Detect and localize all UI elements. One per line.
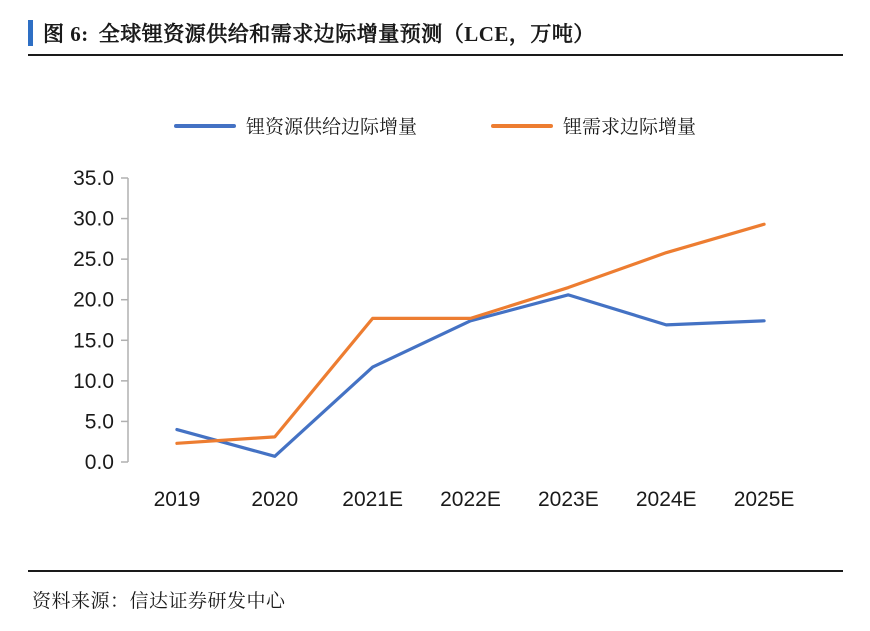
series-line-demand [177, 224, 764, 443]
chart-legend [0, 112, 870, 139]
legend-label-demand: 锂需求边际增量 [563, 117, 697, 138]
y-axis-tick-label: 0.0 [84, 451, 114, 474]
footer-divider [28, 570, 843, 572]
chart-plot-area [28, 160, 843, 550]
legend-swatch-demand-icon [491, 124, 553, 128]
x-axis-tick-label: 2021E [342, 488, 404, 511]
title-accent-bar [28, 20, 33, 46]
y-axis-tick-label: 25.0 [73, 248, 114, 272]
y-axis-tick-label: 15.0 [73, 329, 114, 353]
page-title: 全球锂资源供给和需求边际增量预测（LCE，万吨） [98, 22, 595, 46]
x-axis-tick-label: 2020 [251, 488, 299, 511]
figure-number: 图 6: [43, 22, 89, 46]
legend-item-demand [491, 112, 696, 139]
y-axis-tick-label: 30.0 [73, 207, 114, 231]
line-chart [28, 160, 843, 550]
y-axis-tick-label: 10.0 [73, 369, 114, 393]
x-axis-tick-label: 2019 [153, 488, 201, 511]
figure-title-block [28, 18, 788, 48]
y-axis-tick-label: 5.0 [84, 410, 114, 434]
legend-item-supply [174, 112, 417, 139]
x-axis-tick-label: 2025E [733, 488, 795, 511]
x-axis-tick-label: 2023E [537, 488, 599, 511]
legend-label-supply: 锂资源供给边际增量 [245, 117, 417, 138]
y-axis-tick-label: 20.0 [73, 288, 114, 312]
legend-swatch-supply-icon [174, 124, 236, 128]
y-axis-tick-label: 35.0 [73, 167, 114, 190]
source-note: 资料来源：信达证券研发中心 [32, 591, 286, 612]
title-divider [28, 54, 843, 56]
x-axis-tick-label: 2022E [440, 488, 501, 511]
x-axis-tick-label: 2024E [635, 488, 697, 511]
